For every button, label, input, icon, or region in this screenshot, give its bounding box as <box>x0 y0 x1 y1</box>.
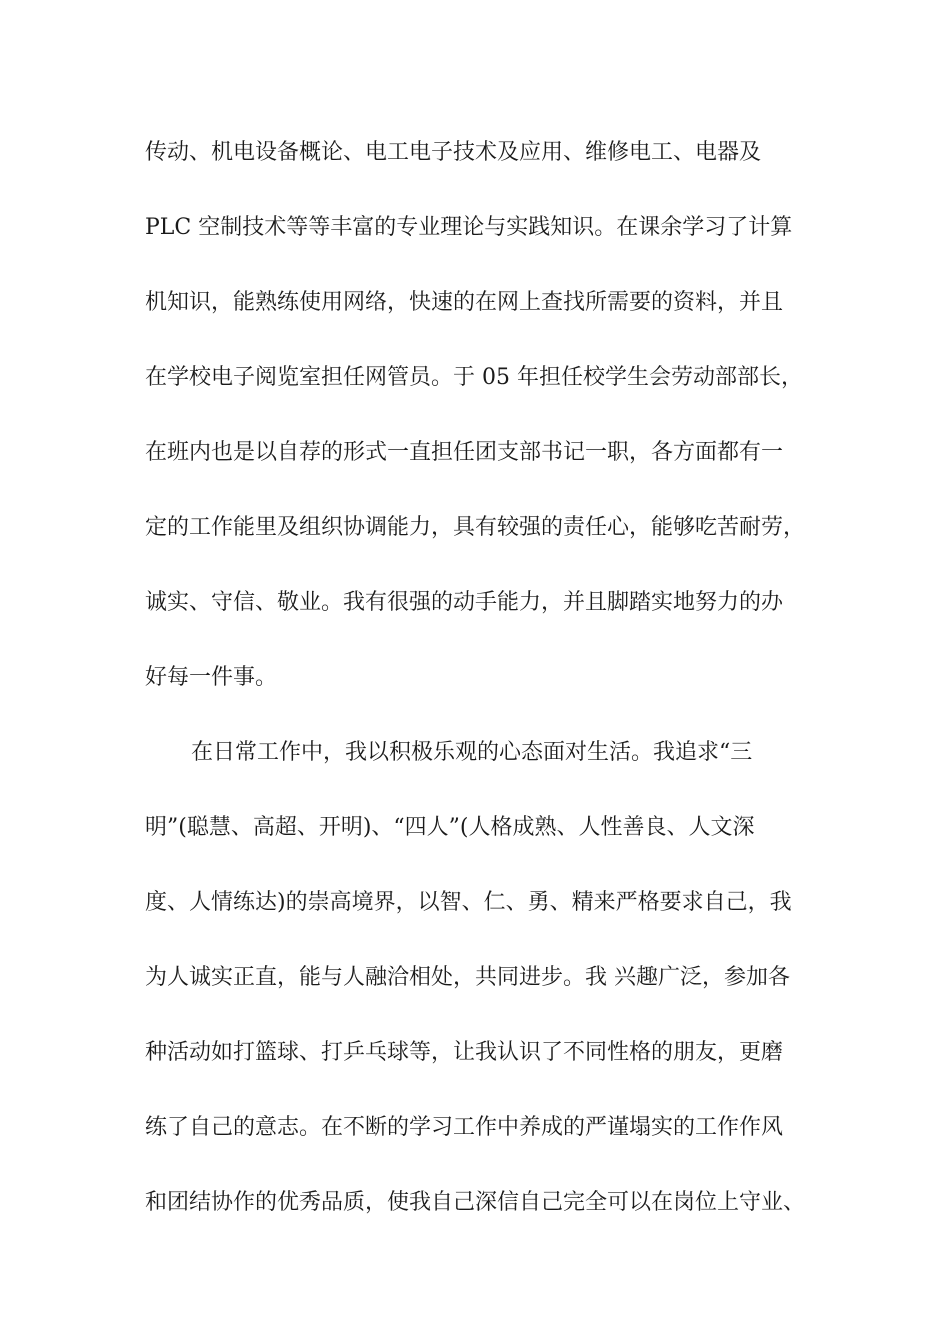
paragraph-2-line-3: 度、人情练达)的崇高境界，以智、仁、勇、精来严格要求自己，我 <box>145 890 792 915</box>
paragraph-2-line-1: 在日常工作中，我以积极乐观的心态面对生活。我追求“三 <box>191 740 753 765</box>
paragraph-1-line-8: 好每一件事。 <box>145 665 278 690</box>
paragraph-2-line-6: 练了自己的意志。在不断的学习工作中养成的严谨塌实的工作作风 <box>145 1115 784 1140</box>
paragraph-1-line-2: PLC 空制技术等等丰富的专业理论与实践知识。在课余学习了计算 <box>145 215 793 240</box>
paragraph-1-line-4: 在学校电子阅览室担任网管员。于 05 年担任校学生会劳动部部长， <box>145 365 803 390</box>
paragraph-1-line-6: 定的工作能里及组织协调能力，具有较强的责任心，能够吃苦耐劳， <box>145 515 806 540</box>
paragraph-2-line-2: 明”(聪慧、高超、开明)、“四人”(人格成熟、人性善良、人文深 <box>145 815 755 840</box>
paragraph-1-line-1: 传动、机电设备概论、电工电子技术及应用、维修电工、电器及 <box>145 140 762 165</box>
paragraph-1-line-5: 在班内也是以自荐的形式一直担任团支部书记一职，各方面都有一 <box>145 440 784 465</box>
paragraph-1-line-7: 诚实、守信、敬业。我有很强的动手能力，并且脚踏实地努力的办 <box>145 590 784 615</box>
paragraph-2-line-5: 种活动如打篮球、打乒乓球等，让我认识了不同性格的朋友，更磨 <box>145 1040 784 1065</box>
paragraph-2-line-7: 和团结协作的优秀品质，使我自己深信自己完全可以在岗位上守业、 <box>145 1190 806 1215</box>
paragraph-2-line-4: 为人诚实正直，能与人融洽相处，共同进步。我 兴趣广泛，参加各 <box>145 965 790 990</box>
paragraph-1-line-3: 机知识，能熟练使用网络，快速的在网上查找所需要的资料，并且 <box>145 290 784 315</box>
